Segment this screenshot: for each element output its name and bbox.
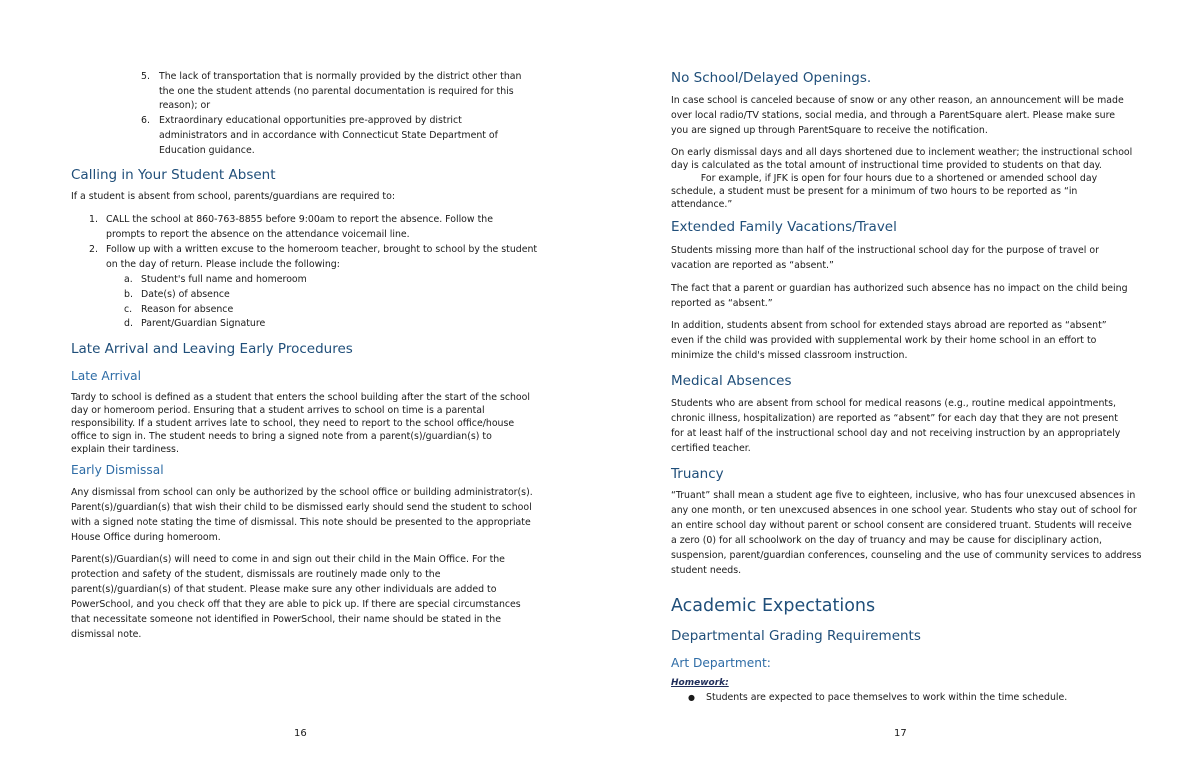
medical-line: for at least half of the instructional school day and not receiving instruction by an appropriately: [671, 428, 1121, 439]
truancy-line: suspension, parent/guardian conferences, counseling and the use of community services to address: [671, 550, 1142, 561]
medical-line: certified teacher.: [671, 443, 751, 454]
early-dismissal-line: that necessitate someone not identified in PowerSchool, their name should be stated in the: [71, 614, 501, 625]
late-arrival-heading: Late Arrival: [71, 369, 142, 383]
sub-item: Student's full name and homeroom: [141, 274, 307, 285]
list-item-line: The lack of transportation that is normally provided by the district other than: [159, 71, 522, 82]
list-item-line: prompts to report the absence on the attendance voicemail line.: [106, 229, 410, 240]
page-number: 16: [294, 728, 307, 739]
early-dismissal-line: protection and safety of the student, dismissals are routinely made only to the: [71, 569, 441, 580]
sub-item: Date(s) of absence: [141, 289, 230, 300]
late-arrival-line: office to sign in. The student needs to bring a signed note from a parent(s)/guardian(s) to: [71, 431, 492, 442]
list-number: 2.: [89, 244, 98, 255]
list-item-line: administrators and in accordance with Connecticut State Department of: [159, 130, 498, 141]
early-dismissal-line: Parent(s)/guardian(s) that wish their child to be dismissed early should send the student to school: [71, 502, 532, 513]
grading-requirements-heading: Departmental Grading Requirements: [671, 628, 921, 644]
calling-heading: Calling in Your Student Absent: [71, 167, 276, 183]
medical-line: chronic illness, hospitalization) are reported as “absent” for each day that they are not present: [671, 413, 1118, 424]
late-procedures-heading: Late Arrival and Leaving Early Procedures: [71, 341, 353, 357]
list-item-line: Follow up with a written excuse to the homeroom teacher, brought to school by the student: [106, 244, 538, 255]
no-school-heading: No School/Delayed Openings.: [671, 70, 872, 86]
no-school-line: For example, if JFK is open for four hours due to a shortened or amended school day: [671, 173, 1098, 184]
no-school-line: schedule, a student must be present for a minimum of two hours to be reported as “in: [671, 186, 1078, 197]
early-dismissal-heading: Early Dismissal: [71, 463, 164, 477]
extended-line: In addition, students absent from school for extended stays abroad are reported as “absent”: [671, 320, 1107, 331]
no-school-line: On early dismissal days and all days shortened due to inclement weather; the instructional school: [671, 147, 1133, 158]
medical-line: Students who are absent from school for medical reasons (e.g., routine medical appointments,: [671, 398, 1116, 409]
extended-line: even if the child was provided with supplemental work by their home school in an effort to: [671, 335, 1097, 346]
extended-line: The fact that a parent or guardian has authorized such absence has no impact on the child being: [671, 283, 1128, 294]
medical-absences-heading: Medical Absences: [671, 373, 792, 389]
academic-expectations-heading: Academic Expectations: [671, 596, 876, 616]
list-number: 1.: [89, 214, 98, 225]
extended-line: Students missing more than half of the instructional school day for the purpose of travel or: [671, 245, 1099, 256]
list-item-line: the one the student attends (no parental documentation is required for this: [159, 86, 514, 97]
calling-intro: If a student is absent from school, parents/guardians are required to:: [71, 191, 395, 202]
page-number: 17: [894, 728, 907, 739]
homework-label: Homework:: [671, 678, 729, 688]
truancy-heading: Truancy: [671, 466, 724, 482]
list-item-line: CALL the school at 860-763-8855 before 9:00am to report the absence. Follow the: [106, 214, 493, 225]
no-school-line: day is calculated as the total amount of instructional time provided to students on that day.: [671, 160, 1102, 171]
list-number: 5.: [141, 71, 150, 82]
truancy-line: an entire school day without parent or school consent are considered truant. Students will receive: [671, 520, 1132, 531]
list-item-line: on the day of return. Please include the following:: [106, 259, 340, 270]
art-department-heading: Art Department:: [671, 656, 771, 670]
late-arrival-line: Tardy to school is defined as a student that enters the school building after the start of the school: [71, 392, 531, 403]
extended-line: minimize the child's missed classroom instruction.: [671, 350, 908, 361]
sub-letter: a.: [124, 274, 133, 285]
truancy-line: any one month, or ten unexcused absences in one school year. Students who stay out of school for: [671, 505, 1137, 516]
late-arrival-line: day or homeroom period. Ensuring that a student arrives to school on time is a parental: [71, 405, 485, 416]
homework-item: Students are expected to pace themselves to work within the time schedule.: [706, 692, 1068, 703]
late-arrival-line: explain their tardiness.: [71, 444, 179, 455]
list-item-line: Education guidance.: [159, 145, 255, 156]
truancy-line: a zero (0) for all schoolwork on the day of truancy and may be cause for disciplinary action,: [671, 535, 1103, 546]
sub-item: Parent/Guardian Signature: [141, 318, 266, 329]
early-dismissal-line: dismissal note.: [71, 629, 142, 640]
early-dismissal-line: with a signed note stating the time of dismissal. This note should be presented to the appropriate: [71, 517, 531, 528]
no-school-line: In case school is canceled because of snow or any other reason, an announcement will be made: [671, 95, 1124, 106]
sub-letter: c.: [124, 304, 133, 315]
no-school-line: attendance.”: [671, 199, 733, 210]
truancy-line: student needs.: [671, 565, 742, 576]
list-number: 6.: [141, 115, 150, 126]
early-dismissal-line: PowerSchool, and you check off that they are able to pick up. If there are special circumstances: [71, 599, 521, 610]
early-dismissal-line: parent(s)/guardian(s) of that student. Please make sure any other individuals are added to: [71, 584, 497, 595]
early-dismissal-line: Parent(s)/Guardian(s) will need to come in and sign out their child in the Main Office. For the: [71, 554, 505, 565]
truancy-line: “Truant” shall mean a student age five to eighteen, inclusive, who has four unexcused absences in: [671, 490, 1136, 501]
right-page: [600, 0, 1200, 776]
extended-vacations-heading: Extended Family Vacations/Travel: [671, 219, 897, 235]
sub-letter: b.: [124, 289, 133, 300]
extended-line: vacation are reported as “absent.”: [671, 260, 834, 271]
no-school-line: you are signed up through ParentSquare to receive the notification.: [671, 125, 988, 136]
list-item-line: Extraordinary educational opportunities pre-approved by district: [159, 115, 462, 126]
no-school-line: over local radio/TV stations, social media, and through a ParentSquare alert. Please make sure: [671, 110, 1115, 121]
late-arrival-line: responsibility. If a student arrives late to school, they need to report to the school office/house: [71, 418, 515, 429]
sub-item: Reason for absence: [141, 304, 234, 315]
early-dismissal-line: Any dismissal from school can only be authorized by the school office or building administrator(s).: [71, 487, 533, 498]
extended-line: reported as “absent.”: [671, 298, 773, 309]
sub-letter: d.: [124, 318, 133, 329]
list-item-line: reason); or: [159, 100, 211, 111]
early-dismissal-line: House Office during homeroom.: [71, 532, 221, 543]
bullet-icon: ●: [688, 693, 695, 702]
